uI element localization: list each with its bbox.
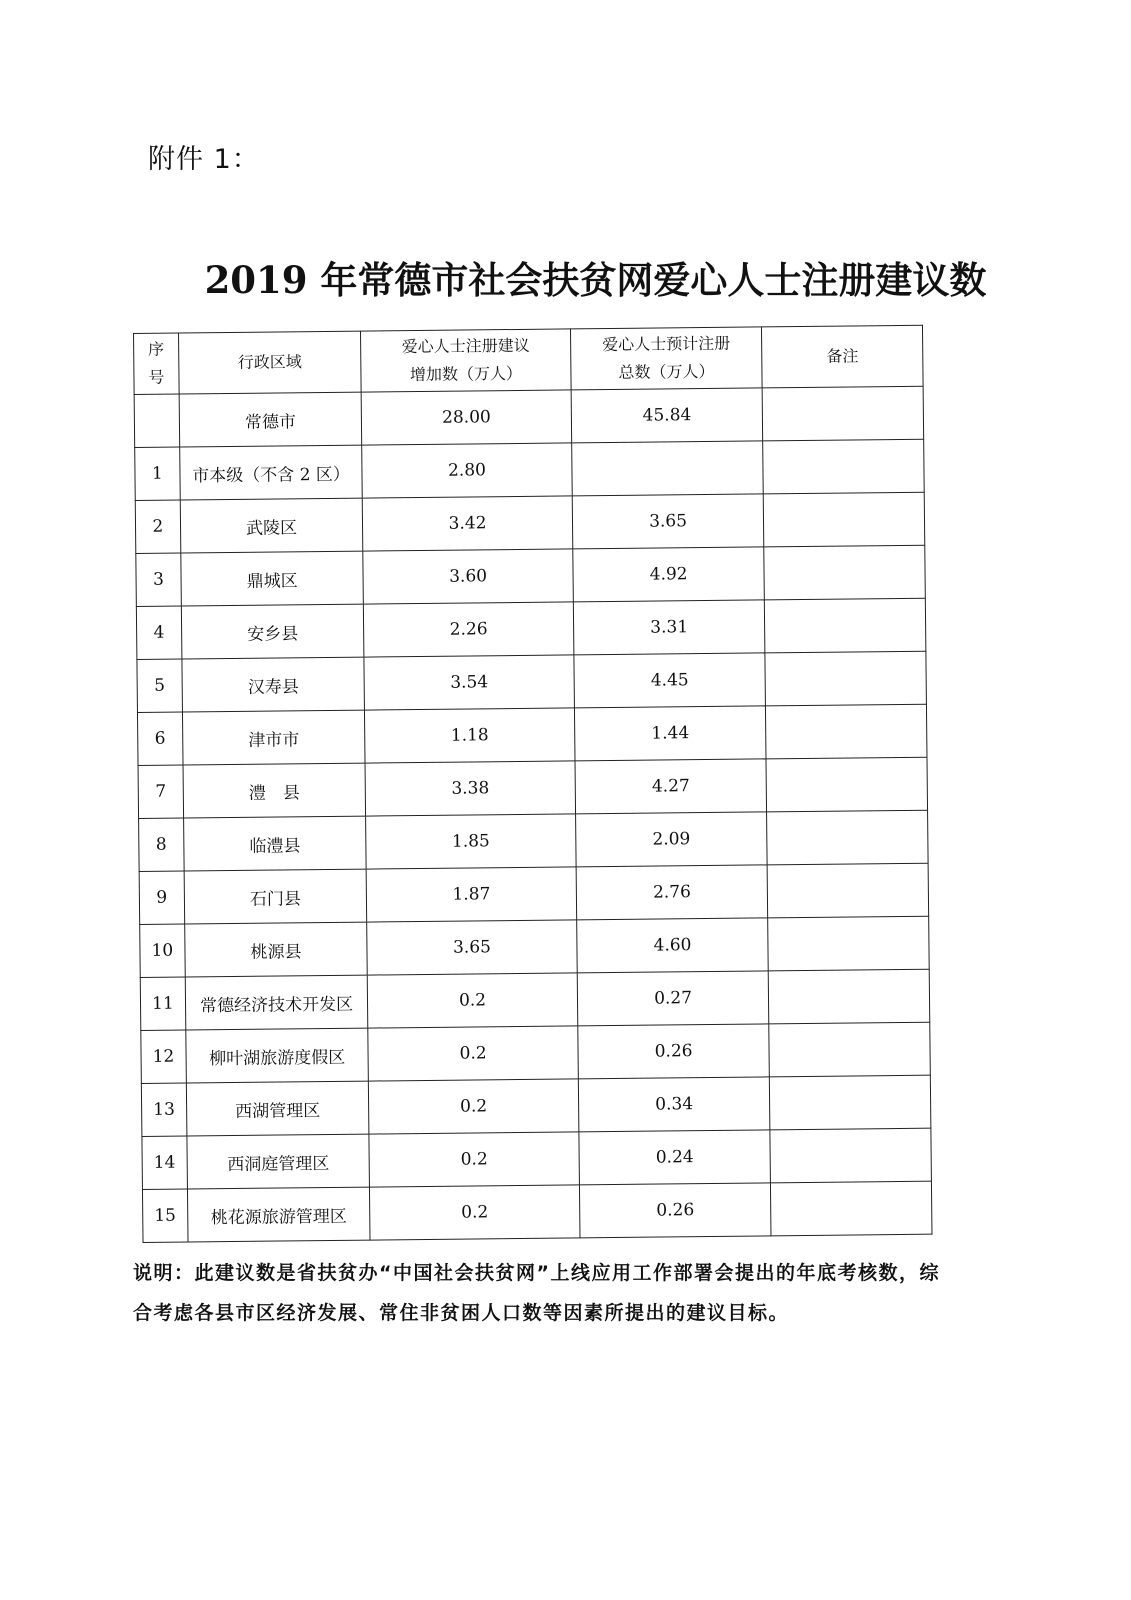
cell-increase: 0.2: [369, 1132, 579, 1187]
cell-total: 4.92: [573, 547, 765, 602]
cell-region: 临澧县: [183, 816, 366, 871]
cell-seq: 6: [137, 712, 182, 765]
cell-seq: 1: [135, 447, 180, 500]
table-row: [142, 1128, 932, 1189]
header-seq-line1: 序: [147, 339, 165, 359]
header-seq: [134, 333, 179, 394]
cell-increase: 2.80: [362, 443, 572, 498]
cell-increase: 0.2: [368, 973, 578, 1028]
cell-total: 3.65: [572, 494, 764, 549]
cell-remark: [766, 704, 927, 759]
header-total-line1: 爱心人士预计注册: [602, 333, 731, 355]
table-row: [137, 651, 927, 712]
cell-remark: [765, 651, 926, 706]
table-row: [136, 545, 926, 606]
cell-seq: 2: [135, 500, 180, 553]
header-region: 行政区域: [178, 331, 361, 394]
cell-increase: 3.60: [363, 549, 573, 604]
cell-region: 市本级（不含 2 区）: [179, 445, 362, 500]
cell-seq: 10: [140, 924, 185, 977]
cell-total: 1.44: [574, 706, 766, 761]
table-row: [134, 386, 924, 447]
cell-region: 常德市: [179, 392, 362, 447]
cell-seq: 4: [136, 606, 181, 659]
cell-increase: 0.2: [368, 1026, 578, 1081]
cell-region: 武陵区: [180, 498, 363, 553]
table-row: [137, 704, 927, 765]
explanatory-note: 说明：此建议数是省扶贫办“中国社会扶贫网”上线应用工作部署会提出的年底考核数，综合考虑各县市区经济发展、常住非贫困人口数等因素所提出的建议目标。: [133, 1262, 940, 1324]
header-seq-line2: 号: [148, 367, 165, 387]
cell-remark: [766, 757, 927, 812]
cell-total: [571, 441, 763, 496]
cell-region: 安乡县: [181, 604, 364, 659]
cell-increase: 0.2: [369, 1079, 579, 1134]
header-total: [570, 327, 762, 390]
cell-remark: [770, 1128, 931, 1183]
cell-total: 4.27: [575, 759, 767, 814]
cell-increase: 1.87: [366, 867, 576, 922]
cell-total: 0.26: [578, 1024, 770, 1079]
cell-seq: 5: [137, 659, 182, 712]
cell-seq: 8: [139, 818, 184, 871]
cell-increase: 1.85: [366, 814, 576, 869]
table-row: [135, 492, 925, 553]
cell-increase: 28.00: [361, 390, 571, 445]
table-row: [135, 439, 925, 500]
cell-seq: 13: [141, 1083, 186, 1136]
cell-remark: [769, 1022, 930, 1077]
table-row: [142, 1181, 932, 1242]
cell-remark: [769, 969, 930, 1024]
cell-total: 3.31: [573, 600, 765, 655]
cell-remark: [770, 1075, 931, 1130]
header-increase-line2: 增加数（万人）: [409, 363, 523, 385]
cell-region: 桃花源旅游管理区: [187, 1187, 370, 1242]
cell-seq: 12: [141, 1030, 186, 1083]
cell-total: 2.09: [575, 812, 767, 867]
cell-region: 津市市: [182, 710, 365, 765]
cell-region: 澧 县: [183, 763, 366, 818]
cell-region: 石门县: [184, 869, 367, 924]
cell-remark: [767, 810, 928, 865]
cell-region: 常德经济技术开发区: [185, 975, 368, 1030]
cell-increase: 3.65: [367, 920, 577, 975]
table-row: [140, 916, 930, 977]
attachment-label: 附件 1：: [148, 144, 260, 175]
document-title: 2019 年常德市社会扶贫网爱心人士注册建议数: [204, 258, 987, 302]
cell-total: 0.26: [579, 1183, 771, 1238]
cell-region: 西洞庭管理区: [187, 1134, 370, 1189]
table-row: [139, 810, 929, 871]
table-body: [134, 386, 932, 1242]
cell-region: 桃源县: [184, 922, 367, 977]
cell-seq: 9: [139, 871, 184, 924]
header-remark: 备注: [762, 325, 923, 388]
table-row: [140, 969, 930, 1030]
table-row: [141, 1022, 931, 1083]
cell-total: 0.24: [579, 1130, 771, 1185]
table-row: [138, 757, 928, 818]
cell-seq: 3: [136, 553, 181, 606]
cell-increase: 2.26: [364, 602, 574, 657]
cell-total: 45.84: [571, 388, 763, 443]
cell-total: 0.27: [577, 971, 769, 1026]
table-header-row: [134, 325, 924, 394]
cell-total: 2.76: [576, 865, 768, 920]
cell-remark: [762, 386, 923, 441]
cell-total: 4.60: [576, 918, 768, 973]
table-row: [139, 863, 929, 924]
cell-remark: [764, 545, 925, 600]
table-row: [136, 598, 926, 659]
cell-total: 0.34: [578, 1077, 770, 1132]
table-row: [141, 1075, 931, 1136]
cell-seq: 14: [142, 1136, 187, 1189]
cell-seq: 7: [138, 765, 183, 818]
cell-remark: [771, 1181, 932, 1236]
cell-region: 鼎城区: [181, 551, 364, 606]
header-increase-line1: 爱心人士注册建议: [401, 335, 530, 357]
header-total-line2: 总数（万人）: [618, 361, 715, 382]
cell-remark: [768, 916, 929, 971]
cell-increase: 3.54: [364, 655, 574, 710]
cell-seq: [134, 394, 179, 447]
cell-remark: [763, 439, 924, 494]
cell-increase: 3.42: [363, 496, 573, 551]
cell-increase: 0.2: [370, 1185, 580, 1240]
cell-increase: 1.18: [365, 708, 575, 763]
header-increase: [361, 329, 571, 392]
cell-increase: 3.38: [365, 761, 575, 816]
registration-table: [133, 325, 932, 1243]
cell-remark: [765, 598, 926, 653]
cell-total: 4.45: [574, 653, 766, 708]
cell-seq: 15: [142, 1189, 187, 1242]
cell-seq: 11: [140, 977, 185, 1030]
cell-region: 汉寿县: [182, 657, 365, 712]
cell-remark: [764, 492, 925, 547]
cell-remark: [767, 863, 928, 918]
cell-region: 西湖管理区: [186, 1081, 369, 1136]
cell-region: 柳叶湖旅游度假区: [186, 1028, 369, 1083]
